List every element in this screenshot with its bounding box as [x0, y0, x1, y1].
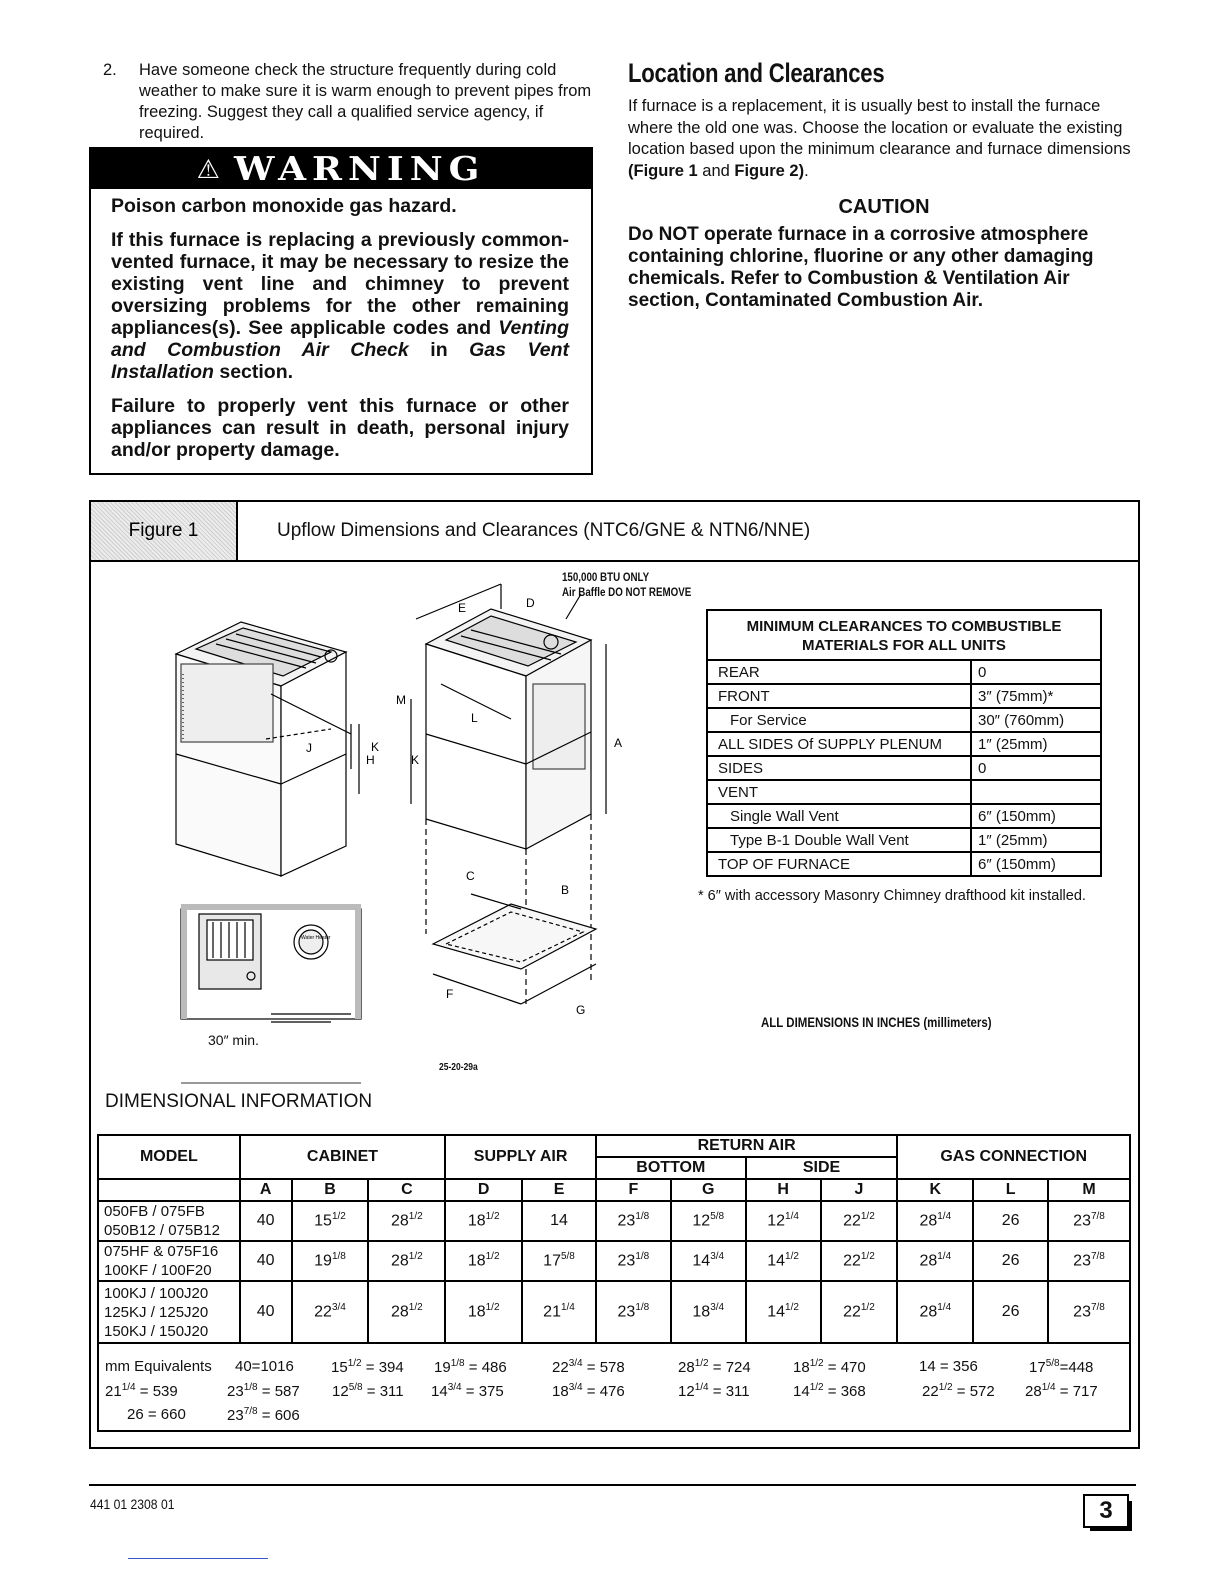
figure-title: Upflow Dimensions and Clearances (NTC6/GNE & NTN6/NNE) — [277, 520, 811, 541]
dim-cell — [445, 1241, 522, 1281]
dim-fraction: 3/4 — [331, 1302, 346, 1314]
dim-letter-k: K — [371, 740, 380, 754]
dim-fraction: 1/2 — [860, 1211, 875, 1223]
header-gas: GAS CONNECTION — [897, 1135, 1130, 1179]
dim-whole: 12 — [692, 1212, 711, 1230]
col-letter: H — [746, 1179, 821, 1201]
col-letter: D — [445, 1179, 522, 1201]
dim-cell — [821, 1241, 898, 1281]
mm-eq: = 578 — [582, 1359, 625, 1376]
dim-whole: 40 — [256, 1303, 275, 1320]
warning-hazard: Poison carbon monoxide gas hazard. — [111, 195, 457, 217]
dim-cell — [1048, 1201, 1130, 1241]
mm-frac: 1/2 — [809, 1382, 824, 1393]
dim-letter-l: L — [471, 711, 478, 725]
clearance-value: 0 — [971, 660, 1101, 684]
all-dimensions-note: ALL DIMENSIONS IN INCHES (millimeters) — [761, 1015, 992, 1030]
dim-fraction: 1/4 — [785, 1211, 799, 1223]
mm-frac: 5/8 — [348, 1382, 363, 1393]
mm-frac: 1/4 — [121, 1382, 136, 1393]
mm-whole: 18 — [793, 1359, 810, 1376]
dim-letter-h: H — [366, 753, 375, 767]
mm-whole: 22 — [922, 1383, 939, 1400]
dim-cell — [522, 1201, 596, 1241]
clearance-value: 1″ (25mm) — [971, 828, 1101, 852]
dimensional-table — [97, 1134, 1131, 1344]
dim-fraction: 1/2 — [860, 1302, 875, 1314]
dim-whole: 12 — [767, 1212, 786, 1230]
dim-whole: 23 — [617, 1303, 636, 1321]
col-letter: M — [1048, 1179, 1130, 1201]
mm-eq: = 572 — [952, 1383, 995, 1400]
dim-whole: 18 — [467, 1303, 486, 1321]
dim-whole: 18 — [467, 1212, 486, 1230]
floor-plan-illustration — [181, 904, 361, 1084]
mm-value — [227, 1406, 300, 1424]
dim-fraction: 1/2 — [408, 1302, 423, 1314]
mm-whole: 14 — [431, 1383, 448, 1400]
mm-value — [332, 1382, 404, 1400]
dim-whole: 22 — [843, 1212, 861, 1230]
dim-whole: 14 — [767, 1303, 786, 1321]
dim-fraction: 1/2 — [785, 1302, 799, 1314]
mm-whole: 14 — [793, 1383, 810, 1400]
mm-value: 26 = 660 — [127, 1406, 186, 1423]
dim-cell — [821, 1201, 898, 1241]
dim-fraction: 7/8 — [1090, 1211, 1105, 1223]
model-line: 075HF & 075F16 — [104, 1243, 219, 1260]
table-row — [707, 732, 1101, 756]
dim-cell — [973, 1281, 1048, 1343]
dim-fraction: 1/2 — [485, 1211, 500, 1223]
dim-cell — [596, 1241, 671, 1281]
dim-cell — [821, 1281, 898, 1343]
mm-frac: 3/4 — [568, 1358, 583, 1369]
col-letter: G — [671, 1179, 746, 1201]
col-letter: A — [240, 1179, 292, 1201]
figure-label: Figure 1 — [91, 502, 238, 562]
dim-whole: 28 — [919, 1303, 938, 1321]
warning-header — [91, 149, 591, 189]
dim-whole: 23 — [617, 1252, 636, 1270]
col-letter: B — [292, 1179, 369, 1201]
mm-whole: 21 — [105, 1383, 122, 1400]
clearance-min-label: 30″ min. — [208, 1032, 259, 1048]
header-cabinet: CABINET — [240, 1135, 446, 1179]
mm-eq: = 470 — [823, 1359, 866, 1376]
table-row — [707, 756, 1101, 780]
item-text: Have someone check the structure frequently during cold weather to make sure it is warm enough to prevent pipes from freezing. Suggest they call a qualified service agency, if required. — [139, 61, 592, 142]
dim-whole: 28 — [919, 1252, 938, 1270]
dim-whole: 23 — [1073, 1252, 1091, 1270]
mm-whole: 18 — [552, 1383, 569, 1400]
mm-equivalents — [105, 1358, 1115, 1428]
mm-eq: =448 — [1059, 1359, 1094, 1376]
btu-note: 150,000 BTU ONLY — [562, 572, 650, 584]
model-cell — [98, 1281, 240, 1343]
mm-eq: = 368 — [823, 1383, 866, 1400]
dim-cell — [368, 1241, 445, 1281]
dim-cell — [897, 1241, 973, 1281]
dim-fraction: 1/8 — [331, 1251, 346, 1263]
dim-fraction: 1/2 — [331, 1211, 346, 1223]
warning-triangle-icon: ⚠ — [196, 153, 220, 184]
mm-frac: 3/4 — [447, 1382, 462, 1393]
dim-fraction: 3/4 — [710, 1302, 725, 1314]
mm-frac: 1/4 — [1041, 1382, 1056, 1393]
clearance-label: For Service — [707, 708, 971, 732]
dim-letter-j: J — [306, 741, 312, 755]
clearance-label: REAR — [707, 660, 971, 684]
furnace-left-illustration — [176, 622, 346, 876]
table-row — [707, 684, 1101, 708]
table-row — [98, 1281, 1130, 1343]
col-letter: E — [522, 1179, 596, 1201]
dim-letter-m: M — [396, 693, 406, 707]
clearance-value: 30″ (760mm) — [971, 708, 1101, 732]
model-line: 125KJ / 125J20 — [104, 1303, 209, 1321]
header-return: RETURN AIR — [596, 1135, 897, 1157]
table-row — [707, 828, 1101, 852]
dim-cell — [292, 1281, 369, 1343]
table-row — [707, 852, 1101, 876]
location-body: If furnace is a replacement, it is usually best to install the furnace where the old one was. Choose the location or evaluate the existing location based upon the minimum clearance and furnace dimensions — [628, 97, 1131, 158]
mm-value — [227, 1382, 300, 1400]
mm-value — [678, 1358, 751, 1376]
mm-whole: 19 — [434, 1359, 451, 1376]
mm-whole: 28 — [1025, 1383, 1042, 1400]
clearance-value — [971, 780, 1101, 804]
dim-whole: 28 — [390, 1303, 409, 1321]
mm-whole: 22 — [552, 1359, 569, 1376]
dim-cell — [746, 1281, 821, 1343]
dim-whole: 18 — [692, 1303, 711, 1321]
mm-whole: 17 — [1029, 1359, 1046, 1376]
clearance-value: 6″ (150mm) — [971, 804, 1101, 828]
mm-whole: 12 — [332, 1383, 349, 1400]
mm-eq: = 394 — [361, 1359, 404, 1376]
dim-fraction: 5/8 — [710, 1211, 725, 1223]
dim-cell — [1048, 1281, 1130, 1343]
dim-whole: 14 — [692, 1252, 711, 1270]
mm-eq: = 724 — [708, 1359, 751, 1376]
mm-frac: 1/2 — [938, 1382, 953, 1393]
table-row — [98, 1201, 1130, 1241]
mm-frac: 3/4 — [568, 1382, 583, 1393]
table-row — [707, 660, 1101, 684]
model-cell — [98, 1241, 240, 1281]
dim-letter-c: C — [466, 869, 475, 883]
table-row — [707, 804, 1101, 828]
location-and: and — [697, 161, 735, 180]
dim-whole: 26 — [1001, 1252, 1020, 1269]
dim-whole: 21 — [543, 1303, 561, 1321]
dim-whole: 40 — [256, 1212, 275, 1229]
dim-fraction: 1/4 — [560, 1302, 575, 1314]
dim-whole: 28 — [390, 1212, 409, 1230]
dim-fraction: 1/2 — [408, 1251, 423, 1263]
mm-whole: 28 — [678, 1359, 695, 1376]
dim-cell — [671, 1241, 746, 1281]
mm-frac: 5/8 — [1045, 1358, 1060, 1369]
dim-cell — [973, 1201, 1048, 1241]
letter-row — [98, 1179, 1130, 1201]
col-letter: C — [368, 1179, 445, 1201]
mm-frac: 1/2 — [809, 1358, 824, 1369]
dim-whole: 22 — [843, 1303, 861, 1321]
dim-fraction: 1/2 — [485, 1251, 500, 1263]
baffle-note: Air Baffle DO NOT REMOVE — [562, 587, 692, 599]
dim-letter-a: A — [614, 736, 623, 750]
mm-eq: = 539 — [135, 1383, 178, 1400]
mm-whole: 15 — [331, 1359, 348, 1376]
figure-box — [89, 500, 1140, 1449]
dim-whole: 26 — [1001, 1212, 1020, 1229]
clearance-value: 6″ (150mm) — [971, 852, 1101, 876]
mm-value: 40=1016 — [235, 1358, 294, 1375]
clearance-value: 0 — [971, 756, 1101, 780]
warning-ref-1: Venting and Combustion Air Check — [111, 317, 569, 361]
dim-fraction: 7/8 — [1090, 1251, 1105, 1263]
mm-value: 14 = 356 — [919, 1358, 978, 1375]
warning-body — [91, 189, 591, 461]
dim-whole: 23 — [617, 1212, 636, 1230]
furnace-right-illustration — [416, 584, 606, 849]
mm-value — [552, 1358, 625, 1376]
clearance-label: Type B-1 Double Wall Vent — [707, 828, 971, 852]
link-underline — [128, 1558, 268, 1559]
section-title: Location and Clearances — [628, 58, 885, 88]
warning-consequence: Failure to properly vent this furnace or other appliances can result in death, personal injury and/or property damage. — [111, 395, 569, 461]
mm-value — [1025, 1382, 1098, 1400]
caution-text: Do NOT operate furnace in a corrosive atmosphere containing chlorine, fluorine or any other damaging chemicals. Refer to Combustion & Ventilation Air section, Contaminated Combustion Air. — [628, 224, 1094, 311]
dimensional-title: DIMENSIONAL INFORMATION — [105, 1091, 373, 1112]
mm-value — [434, 1358, 507, 1376]
mm-frac: 1/8 — [450, 1358, 465, 1369]
col-letter: F — [596, 1179, 671, 1201]
clearance-label: TOP OF FURNACE — [707, 852, 971, 876]
col-letter: J — [821, 1179, 898, 1201]
dim-cell — [671, 1281, 746, 1343]
dim-fraction: 1/2 — [485, 1302, 500, 1314]
dim-cell — [240, 1241, 292, 1281]
dim-letter-b: B — [561, 883, 570, 897]
mm-eq: = 606 — [257, 1407, 300, 1424]
dim-fraction: 7/8 — [1090, 1302, 1105, 1314]
dim-whole: 14 — [767, 1252, 786, 1270]
clearance-label: Single Wall Vent — [707, 804, 971, 828]
clearance-label: FRONT — [707, 684, 971, 708]
mm-frac: 1/4 — [694, 1382, 709, 1393]
dim-letter-k2: K — [411, 753, 420, 767]
dim-whole: 28 — [390, 1252, 409, 1270]
clearance-value: 1″ (25mm) — [971, 732, 1101, 756]
dim-cell — [522, 1281, 596, 1343]
mm-eq: = 375 — [461, 1383, 504, 1400]
mm-eq: = 486 — [464, 1359, 507, 1376]
model-cell — [98, 1201, 240, 1241]
header-supply: SUPPLY AIR — [445, 1135, 596, 1179]
dim-whole: 40 — [256, 1252, 275, 1269]
mm-value — [793, 1382, 866, 1400]
dim-cell — [596, 1281, 671, 1343]
table-row — [98, 1241, 1130, 1281]
figure-1-ref: (Figure 1 — [628, 161, 698, 180]
mm-eq: = 587 — [257, 1383, 300, 1400]
model-line: 050B12 / 075B12 — [104, 1222, 220, 1239]
mm-frac: 1/2 — [347, 1358, 362, 1369]
item-number: 2. — [103, 61, 117, 79]
dim-cell — [746, 1201, 821, 1241]
mm-frac: 7/8 — [243, 1406, 258, 1417]
col-letter: L — [973, 1179, 1048, 1201]
mm-value — [922, 1382, 995, 1400]
dim-fraction: 1/8 — [635, 1302, 650, 1314]
warning-ref-2: Gas Vent Installation — [111, 339, 569, 383]
dim-cell — [897, 1281, 973, 1343]
mm-whole: 12 — [678, 1383, 695, 1400]
water-heater-label: Water Heater — [301, 935, 331, 941]
model-line: 150KJ / 150J20 — [104, 1322, 209, 1340]
mm-value — [678, 1382, 750, 1400]
dim-whole: 22 — [314, 1303, 332, 1321]
dim-cell — [445, 1201, 522, 1241]
model-line: 100KF / 100F20 — [104, 1262, 212, 1279]
header-model: MODEL — [98, 1135, 240, 1179]
footer-rule — [89, 1484, 1136, 1486]
mm-value — [431, 1382, 504, 1400]
mm-value — [552, 1382, 625, 1400]
dim-fraction: 1/2 — [408, 1211, 423, 1223]
dim-fraction: 1/2 — [785, 1251, 799, 1263]
dim-cell — [445, 1281, 522, 1343]
header-empty — [98, 1179, 240, 1201]
location-text — [628, 96, 1140, 182]
dim-cell — [746, 1241, 821, 1281]
dim-whole: 19 — [314, 1252, 332, 1270]
dim-fraction: 1/4 — [937, 1302, 952, 1314]
dim-cell — [240, 1281, 292, 1343]
drawing-code: 25-20-29a — [439, 1062, 478, 1073]
mm-eq: = 717 — [1055, 1383, 1098, 1400]
warning-text-a: If this furnace is replacing a previously common-vented furnace, it may be necessary to resize the existing vent line and chimney to prevent oversizing problems for the other remaining appliances(s). See applicable codes and — [111, 229, 569, 339]
clearance-label: VENT — [707, 780, 971, 804]
header-bottom: BOTTOM — [596, 1157, 746, 1179]
mm-value — [331, 1358, 404, 1376]
dim-fraction: 1/8 — [635, 1251, 650, 1263]
mm-eq: = 476 — [582, 1383, 625, 1400]
dim-cell — [292, 1201, 369, 1241]
dim-cell — [1048, 1241, 1130, 1281]
dim-whole: 26 — [1001, 1303, 1020, 1320]
dim-letter-f: F — [446, 987, 454, 1001]
dim-fraction: 1/8 — [635, 1211, 650, 1223]
table-row — [707, 708, 1101, 732]
mm-whole: 23 — [227, 1407, 244, 1424]
dim-whole: 23 — [1073, 1303, 1091, 1321]
dim-letter-e: E — [458, 601, 467, 615]
dim-whole: 17 — [543, 1252, 561, 1270]
mm-frac: 1/8 — [243, 1382, 258, 1393]
dim-whole: 23 — [1073, 1212, 1091, 1230]
dim-fraction: 1/4 — [937, 1251, 952, 1263]
dim-cell — [596, 1201, 671, 1241]
model-line: 100KJ / 100J20 — [104, 1284, 209, 1302]
location-end: . — [804, 161, 809, 180]
dim-whole: 18 — [467, 1252, 486, 1270]
dim-cell — [292, 1241, 369, 1281]
dim-cell — [368, 1201, 445, 1241]
dim-whole: 14 — [550, 1212, 568, 1229]
mm-label: mm Equivalents — [105, 1358, 212, 1375]
clearances-header: MINIMUM CLEARANCES TO COMBUSTIBLE MATERIALS FOR ALL UNITS — [707, 610, 1101, 660]
warning-title: WARNING — [233, 150, 486, 188]
list-item-2 — [103, 60, 601, 144]
dim-cell — [973, 1241, 1048, 1281]
mm-eq: = 311 — [708, 1383, 750, 1400]
figure-2-ref: Figure 2) — [734, 161, 805, 180]
mm-frac: 1/2 — [694, 1358, 709, 1369]
warning-text-c: section. — [213, 361, 294, 383]
dim-letter-d: D — [526, 596, 535, 610]
dim-whole: 28 — [919, 1212, 938, 1230]
dim-cell — [522, 1241, 596, 1281]
document-number: 441 01 2308 01 — [90, 1497, 175, 1512]
mm-value — [1029, 1358, 1093, 1376]
mm-eq: = 311 — [362, 1383, 404, 1400]
dim-cell — [671, 1201, 746, 1241]
mm-value — [105, 1382, 178, 1400]
mm-whole: 23 — [227, 1383, 244, 1400]
warning-paragraph — [111, 229, 569, 383]
dim-whole: 22 — [843, 1252, 861, 1270]
clearances-table — [706, 609, 1102, 877]
dim-cell — [240, 1201, 292, 1241]
dim-whole: 15 — [314, 1212, 332, 1230]
mm-value — [793, 1358, 866, 1376]
dim-fraction: 5/8 — [560, 1251, 575, 1263]
table-row — [707, 780, 1101, 804]
furnace-drawing — [171, 564, 701, 1084]
dim-fraction: 1/4 — [937, 1211, 952, 1223]
dim-fraction: 1/2 — [860, 1251, 875, 1263]
dim-cell — [897, 1201, 973, 1241]
col-letter: K — [897, 1179, 973, 1201]
warning-box — [89, 147, 593, 475]
warning-text-b: in — [408, 339, 470, 361]
clearance-label: ALL SIDES Of SUPPLY PLENUM — [707, 732, 971, 756]
header-side: SIDE — [746, 1157, 898, 1179]
model-line: 050FB / 075FB — [104, 1203, 205, 1220]
clearance-value: 3″ (75mm)* — [971, 684, 1101, 708]
dim-cell — [368, 1281, 445, 1343]
page-number: 3 — [1083, 1494, 1129, 1528]
dim-letter-g: G — [576, 1003, 586, 1017]
clearances-footnote: * 6″ with accessory Masonry Chimney drafthood kit installed. — [698, 888, 1086, 904]
caution-title: CAUTION — [838, 196, 930, 218]
dim-fraction: 3/4 — [710, 1251, 725, 1263]
clearance-label: SIDES — [707, 756, 971, 780]
